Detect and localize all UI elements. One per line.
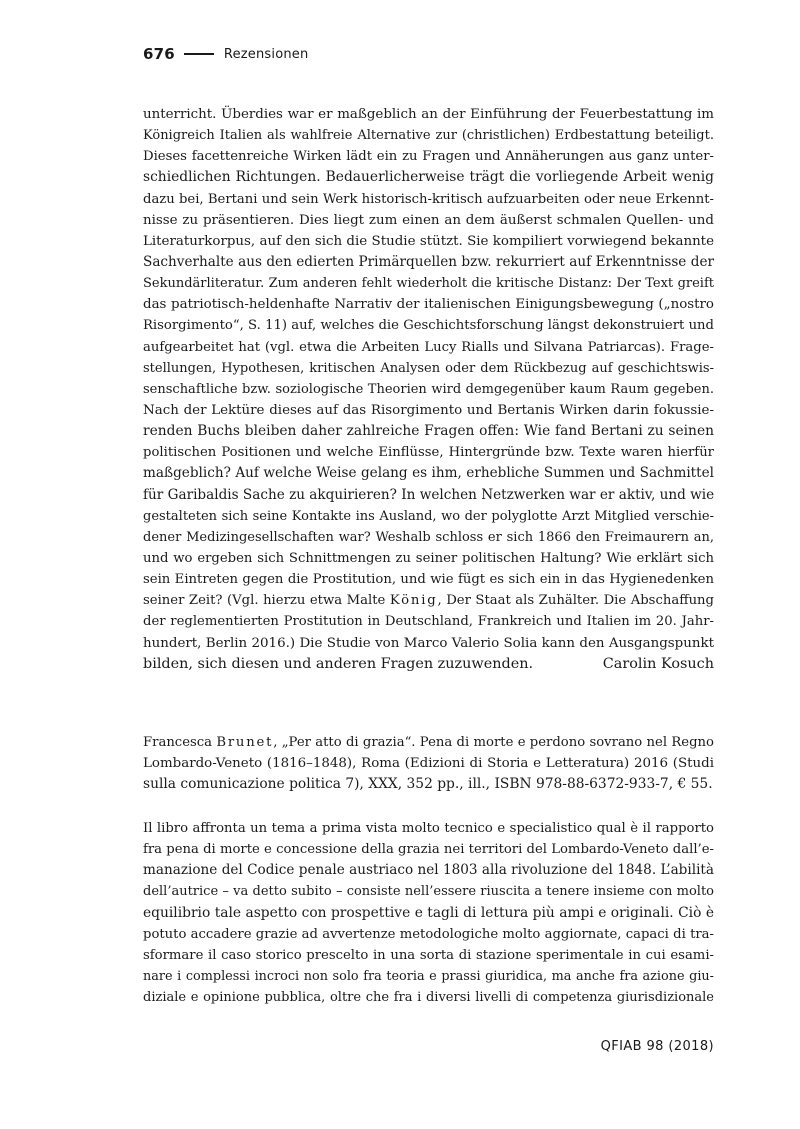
book-author-last-name: Brunet — [216, 735, 274, 750]
text-line: Nach der Lektüre dieses auf das Risorgimento und Bertanis Wirken darin fokussie- — [143, 402, 714, 418]
text-line: aufgearbeitet hat (vgl. etwa die Arbeiten Lucy Rialls und Silvana Patriarcas). Frage- — [143, 339, 714, 355]
cited-author-name: König — [389, 593, 438, 609]
text-line: Literaturkorpus, auf den sich die Studie stützt. Sie kompiliert vorwiegend bekannte — [143, 233, 714, 249]
header-dash — [184, 53, 214, 55]
text-line: renden Buchs bleiben daher zahlreiche Fragen offen: Wie fand Bertani zu seinen — [143, 423, 714, 440]
text-fragment: bilden, sich diesen und anderen Fragen zuzuwenden. — [143, 655, 534, 672]
text-line: für Garibaldis Sache zu akquirieren? In welchen Netzwerken war er aktiv, und wie — [143, 486, 715, 503]
citation-line: sulla comunicazione politica 7), XXX, 352 pp., ill., ISBN 978-88-6372-933-7, € 55. — [143, 776, 713, 793]
text-line: der reglementierten Prostitution in Deutschland, Frankreich und Italien im 20. Jahr- — [143, 614, 714, 630]
citation-line — [143, 732, 714, 753]
text-line: manazione del Codice penale austriaco nel 1803 alla rivoluzione del 1848. L’abilità — [143, 862, 714, 879]
text-fragment: seiner Zeit? (Vgl. hierzu etwa Malte — [143, 593, 390, 609]
text-fragment: , Der Staat als Zuhälter. Die Abschaffung — [437, 593, 714, 609]
text-line: Dieses facettenreiche Wirken lädt ein zu Fragen und Annäherungen aus ganz unter- — [143, 149, 714, 165]
text-line: fra pena di morte e concessione della grazia nei territori del Lombardo-Veneto dall’e- — [143, 842, 714, 858]
text-line: Il libro affronta un tema a prima vista molto tecnico e specialistico qual è il rapporto — [143, 821, 714, 836]
text-line: gestalteten sich seine Kontakte ins Ausland, wo der polyglotte Arzt Mitglied verschie- — [143, 508, 714, 524]
text-line: Sachverhalte aus den edierten Primärquellen bzw. rekurriert auf Erkenntnisse der — [143, 253, 714, 270]
text-line-with-signature — [143, 654, 714, 675]
reviewer-signature: Carolin Kosuch — [602, 655, 714, 672]
text-line: potuto accadere grazie ad avvertenze metodologiche molto aggiornate, capaci di tra- — [143, 926, 714, 942]
citation-line: Lombardo-Veneto (1816–1848), Roma (Edizioni di Storia e Letteratura) 2016 (Studi — [143, 756, 714, 772]
text-line: unterricht. Überdies war er maßgeblich an der Einführung der Feuerbestattung im — [143, 107, 714, 122]
text-line: politischen Positionen und welche Einflüsse, Hintergründe bzw. Texte waren hierfür — [143, 445, 714, 461]
review-kosuch-body — [143, 104, 714, 675]
text-line: Sekundärliteratur. Zum anderen fehlt wiederholt die kritische Distanz: Der Text greift — [143, 276, 714, 292]
text-line: das patriotisch-heldenhafte Narrativ der italienischen Einigungsbewegung („nostro — [143, 297, 714, 313]
text-line: maßgeblich? Auf welche Weise gelang es ihm, erhebliche Summen und Sachmittel — [143, 465, 714, 482]
running-header — [143, 43, 308, 65]
text-line: und wo ergeben sich Schnittmengen zu seiner politischen Haltung? Wie erklärt sich — [143, 550, 714, 566]
text-line: dell’autrice – va detto subito – consiste nell’essere riuscita a tenere insieme con molto — [143, 884, 714, 900]
book-author-first-name: Francesca — [143, 735, 217, 750]
text-line: equilibrio tale aspetto con prospettive e tagli di lettura più ampi e originali. Ciò è — [143, 904, 714, 921]
text-line: senschaftliche bzw. soziologische Theorien wird demgegenüber kaum Raum gegeben. — [143, 381, 714, 397]
text-line: dener Medizingesellschaften war? Weshalb schloss er sich 1866 den Freimaurern an, — [143, 529, 714, 545]
text-line: hundert, Berlin 2016.) Die Studie von Marco Valerio Solia kann den Ausgangspunkt — [143, 635, 714, 651]
page-number: 676 — [143, 45, 175, 63]
text-line: Risorgimento“, S. 11) auf, welches die Geschichtsforschung längst dekonstruiert und — [143, 318, 714, 334]
text-line: dazu bei, Bertani und sein Werk historisch-kritisch aufzuarbeiten oder neue Erkennt- — [143, 191, 714, 207]
section-title: Rezensionen — [223, 46, 309, 62]
text-line: sein Eintreten gegen die Prostitution, und wie fügt es sich ein in das Hygienedenken — [143, 572, 714, 588]
text-line: diziale e opinione pubblica, oltre che fra i diversi livelli di competenza giurisdizionale — [143, 990, 714, 1006]
review-brunet-body — [143, 818, 714, 1008]
text-line: sformare il caso storico prescelto in una sorta di stazione sperimentale in cui esami- — [143, 947, 714, 963]
text-line: Königreich Italien als wahlfreie Alternative zur (christlichen) Erdbestattung beteiligt. — [143, 128, 714, 144]
text-line-citation — [143, 590, 714, 611]
journal-footer: QFIAB 98 (2018) — [600, 1039, 714, 1054]
text-line: nisse zu präsentieren. Dies liegt zum einen an dem äußerst schmalen Quellen- und — [143, 212, 714, 228]
text-line: schiedlichen Richtungen. Bedauerlicherweise trägt die vorliegende Arbeit wenig — [143, 169, 714, 186]
book-title: , „Per atto di grazia“. Pena di morte e perdono sovrano nel Regno — [273, 735, 714, 750]
review-brunet-citation — [143, 732, 714, 795]
text-line: nare i complessi incroci non solo fra teoria e prassi giuridica, ma anche fra azione giu- — [143, 968, 714, 984]
text-line: stellungen, Hypothesen, kritischen Analysen oder dem Rückbezug auf geschichtswis- — [143, 360, 714, 376]
